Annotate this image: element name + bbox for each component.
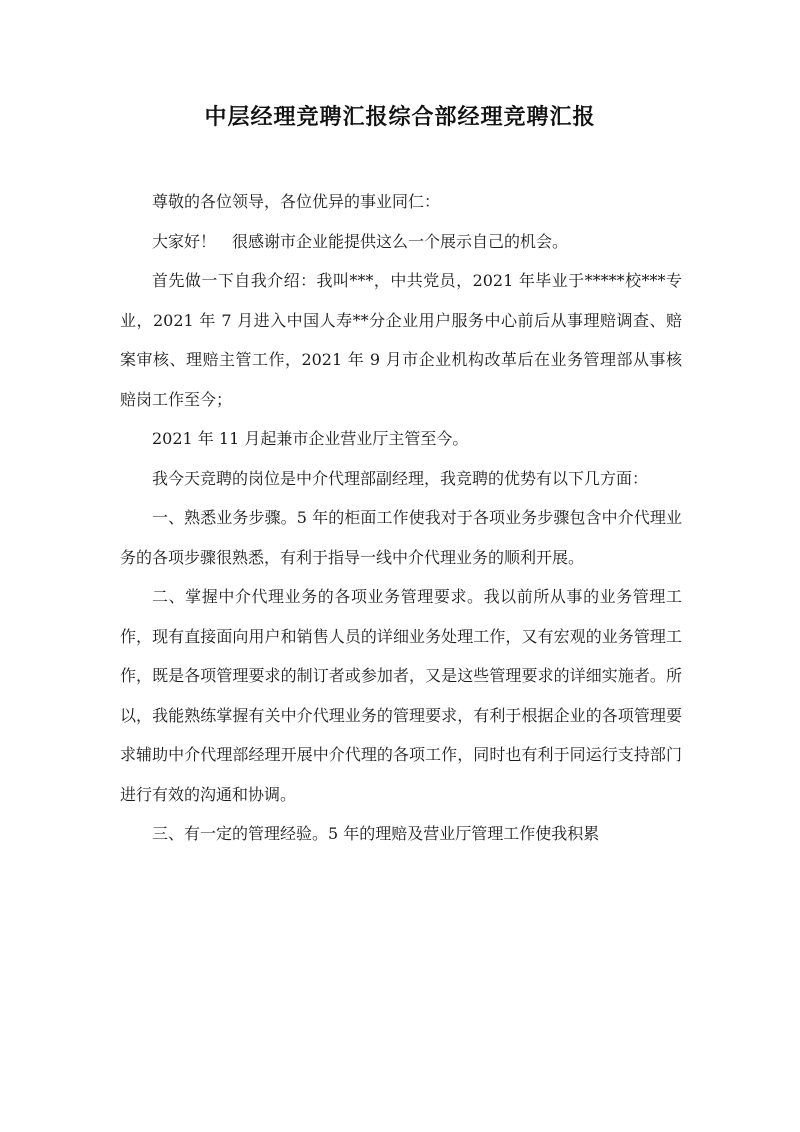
self-introduction-paragraph: 首先做一下自我介绍：我叫***，中共党员，2021 年毕业于*****校***专业，2021 年 7 月进入中国人寿**分企业用户服务中心前后从事理赔调查、赔案审核、理赔主管工作，2021 年 9 月市企业机构改革后在业务管理部从事核赔岗工作至今； [120,271,682,409]
advantage-three-paragraph: 三、有一定的管理经验。5 年的理赔及营业厅管理工作使我积累 [152,824,600,843]
document-title: 中层经理竞聘汇报综合部经理竞聘汇报 [204,104,596,130]
salutation-paragraph: 尊敬的各位领导，各位优异的事业同仁： [152,192,441,211]
target-position-paragraph: 我今天竞聘的岗位是中介代理部副经理，我竞聘的优势有以下几方面： [152,468,649,488]
advantage-two-paragraph: 二、掌握中介代理业务的各项业务管理要求。我以前所从事的业务管理工作，现有直接面向用户和销售人员的详细业务处理工作，又有宏观的业务管理工作，既是各项管理要求的制订者或参加者，又是这些管理要求的详细实施者。所以，我能熟练掌握有关中介代理业务的管理要求，有利于根据企业的各项管理要求辅助中介代理部经理开展中介代理的各项工作，同时也有利于同运行支持部门进行有效的沟通和协调。 [120,587,682,804]
document-body [120,182,682,854]
advantage-one-paragraph: 一、熟悉业务步骤。5 年的柜面工作使我对于各项业务步骤包含中介代理业务的各项步骤很熟悉，有利于指导一线中介代理业务的顺利开展。 [120,508,682,567]
greeting-paragraph: 大家好！ 很感谢市企业能提供这么一个展示自己的机会。 [152,231,569,251]
concurrent-post-paragraph: 2021 年 11 月起兼市企业营业厅主管至今。 [152,429,469,448]
